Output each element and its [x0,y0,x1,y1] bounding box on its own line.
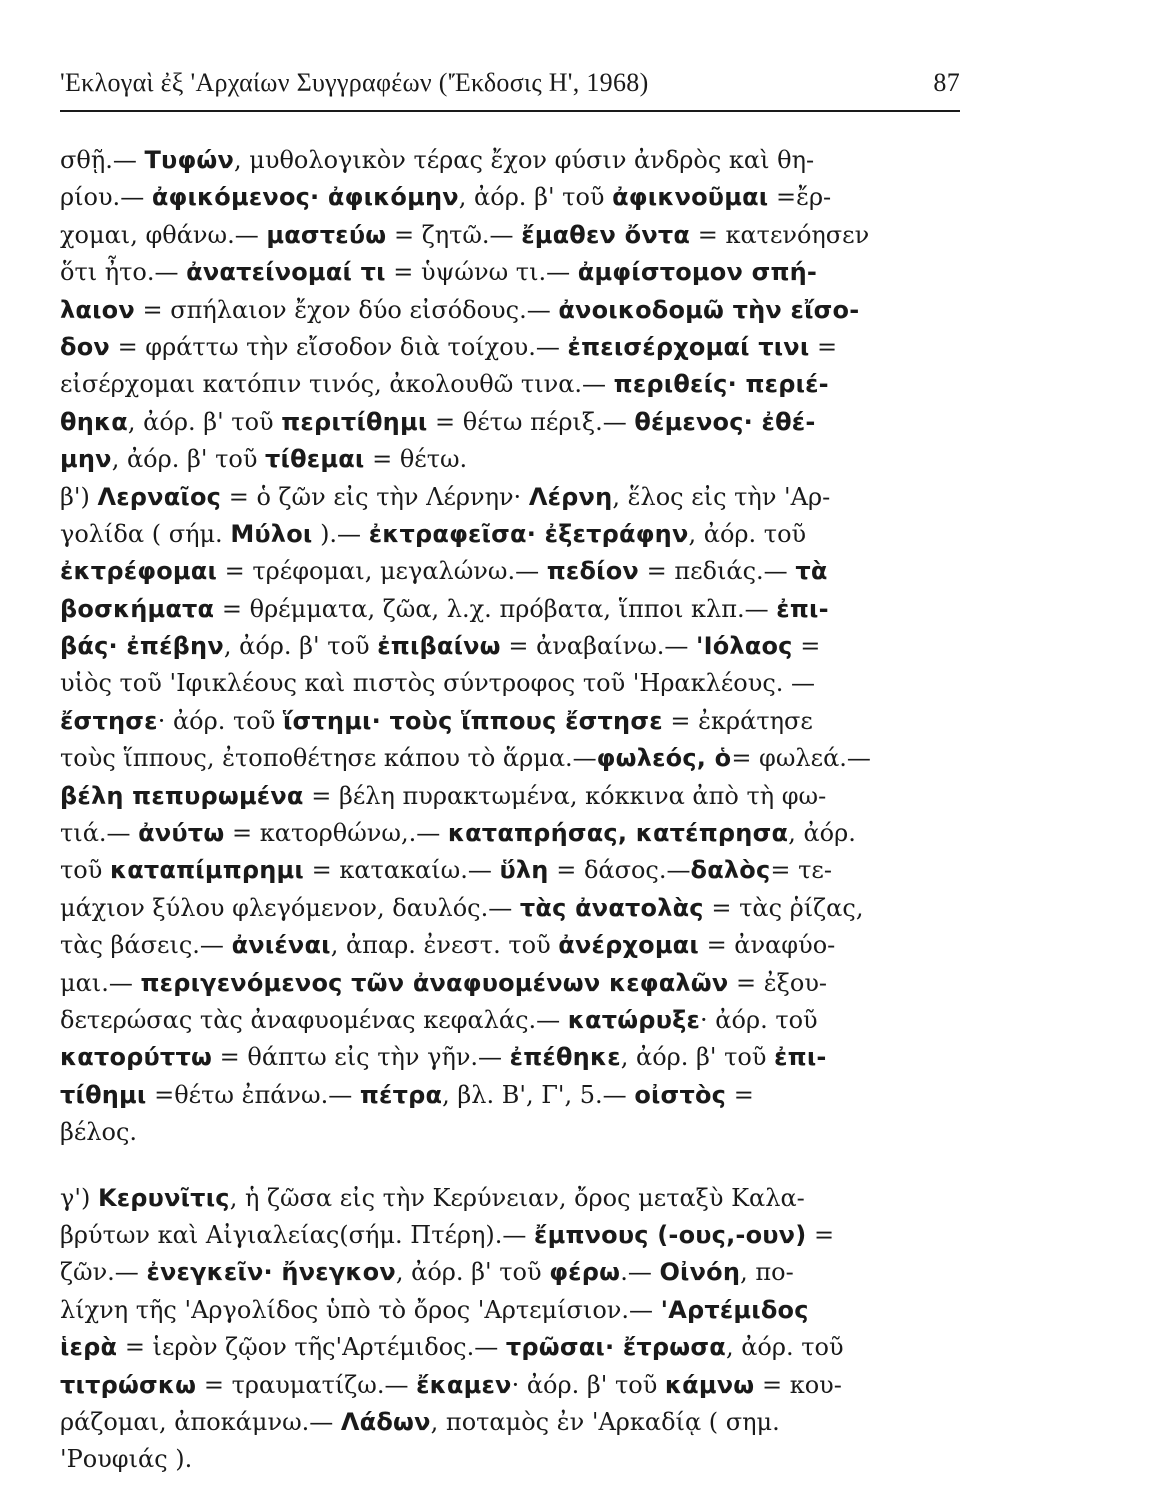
headword: δον [60,332,110,361]
headword: φέρω [549,1258,621,1287]
headword: πεδίον [546,557,639,586]
gloss-text: ζῶν.— [60,1258,147,1287]
text-line [60,441,918,478]
gloss-text: = θάπτω εἰς τὴν γῆν.— [212,1043,510,1072]
gloss-text: = ὑψώνω τι.— [385,258,578,287]
text-line [60,404,918,441]
headword: ἀνιέναι [231,931,331,960]
gloss-text: βρύτων καὶ Αἰγιαλείας(σήμ. Πτέρη).— [60,1220,535,1249]
gloss-text: λίχνη τῆς 'Αργολίδος ὑπὸ τὸ ὄρος 'Αρτεμίσιον.— [60,1295,661,1324]
text-line [60,1002,918,1039]
headword: τιτρώσκω [60,1370,197,1399]
glossary-paragraph [60,1180,918,1479]
gloss-text: = τραυματίζω.— [196,1370,417,1399]
headword: οἰστὸς [634,1080,727,1109]
headword: ἔκαμεν [416,1370,512,1399]
gloss-text: τὰς βάσεις.— [60,931,232,960]
text-line [60,1329,918,1366]
gloss-text: = ὁ ζῶν εἰς τὴν Λέρνην· [221,482,529,511]
gloss-text: = [809,332,838,361]
gloss-text: , πο- [740,1258,794,1287]
headword: ἀμφίστομον σπή- [577,258,818,287]
gloss-text: = [792,632,821,661]
gloss-text: , ἀόρ. [788,819,856,848]
headword: τὰ [795,557,828,586]
gloss-text: = [806,1220,835,1249]
headword: Οἰνόη [659,1258,741,1287]
headword: τίθεμαι [265,445,365,474]
text-line [60,1254,918,1291]
gloss-text: τιά.— [60,819,139,848]
gloss-text: υἱὸς τοῦ 'Ιφικλέους καὶ πιστὸς σύντροφος τοῦ 'Ηρακλέους. — [60,669,816,698]
headword: Λερναῖος [97,482,222,511]
headword: φωλεός, ὁ [596,744,732,773]
text-line [60,852,918,889]
headword: ἐπέθηκε [509,1043,621,1072]
headword: βάς· ἐπέβην [60,632,224,661]
text-line [60,329,918,366]
gloss-text: σθῇ.— [60,146,145,174]
headword: ἱερὰ [60,1333,118,1362]
headword: ἀφικνοῦμαι [612,183,769,212]
text-line [60,142,918,179]
headword: ἐκτραφεῖσα· ἐξετράφην [368,519,689,548]
text-line [60,628,918,665]
headword: ἐπεισέρχομαί τινι [567,332,810,361]
text-line [60,591,918,628]
text-line [60,1039,918,1076]
gloss-text: = σπήλαιον ἔχον δύο εἰσόδους.— [134,295,559,324]
text-line [60,1367,918,1404]
gloss-text: = πεδιάς.— [638,557,796,586]
gloss-text: · ἀόρ. β' τοῦ [511,1370,665,1399]
headword: ἔστησε [60,706,158,735]
gloss-text: , μυθολογικὸν τέρας ἔχον φύσιν ἀνδρὸς καὶ θη- [234,146,815,174]
headword: καταπρήσας, κατέπρησα [447,819,789,848]
text-line [60,965,918,1002]
gloss-text: = θρέμματα, ζῶα, λ.χ. πρόβατα, ἵπποι κλπ.— [214,594,777,623]
text-line [60,1114,918,1151]
text-line [60,1404,918,1441]
gloss-text: = δάσος.— [548,856,691,885]
gloss-text: μάχιον ξύλου φλεγόμενον, δαυλός.— [60,893,520,922]
headword: μην [60,445,112,474]
headword: Λάδων [340,1407,431,1436]
gloss-text: = ζητῶ.— [386,220,522,249]
headword: τὰς ἀνατολὰς [519,893,704,922]
text-line [60,815,918,852]
headword: κάμνω [664,1370,755,1399]
running-header-title: 'Εκλογαὶ ἐξ 'Αρχαίων Συγγραφέων ('Έκδοσις Η', 1968) [60,68,649,97]
gloss-text: , ποταμὸς ἐν 'Αρκαδίᾳ ( σημ. [430,1407,780,1436]
gloss-text: ὅτι ἦτο.— [60,258,187,287]
text-line [60,1217,918,1254]
gloss-text: β') [60,482,98,511]
headword: Λέρνη [528,482,613,511]
text-line [60,890,918,927]
headword: ἐκτρέφομαι [60,557,218,586]
gloss-text: · ἀόρ. τοῦ [700,1005,818,1034]
headword: περιτίθημι [281,407,428,436]
gloss-text: , ἕλος εἰς τὴν 'Αρ- [612,482,831,511]
text-line [60,1441,918,1478]
headword: Τυφών [144,146,235,174]
glossary-paragraph [60,142,918,1152]
headword: τρῶσαι· ἔτρωσα [505,1333,726,1362]
gloss-text: , ἀπαρ. ἐνεστ. τοῦ [330,931,559,960]
gloss-text: = ἀναφύο- [698,931,836,960]
gloss-text: μαι.— [60,968,141,997]
gloss-text: , ἀόρ. β' τοῦ [620,1043,775,1072]
headword: ἐπιβαίνω [377,632,501,661]
text-line [60,366,918,403]
headword: ἐνεγκεῖν· ἤνεγκον [146,1258,396,1287]
page-number: 87 [933,68,960,97]
gloss-text: ρίου.— [60,183,152,212]
gloss-text: τοὺς ἵππους, ἐτοποθέτησε κάπου τὸ ἅρμα.— [60,744,597,773]
headword: Μύλοι [230,519,313,548]
headword: ἔμπνους (-ους,-ουν) [534,1220,807,1249]
gloss-text: ράζομαι, ἀποκάμνω.— [60,1407,341,1436]
gloss-text: = ἐκράτησε [662,706,813,735]
headword: ἐπι- [774,1043,827,1072]
gloss-text: = [726,1080,754,1109]
headword: λαιον [60,295,135,324]
text-line [60,217,918,254]
gloss-text: τοῦ [60,856,110,885]
headword: ἀνοικοδομῶ τὴν εἴσο- [558,295,860,324]
headword: ἀνύτω [138,819,225,848]
gloss-text: = κατορθώνω,.— [224,819,448,848]
gloss-text: ).— [312,519,369,548]
gloss-text: = κατακαίω.— [303,856,500,885]
headword: τίθημι [60,1080,147,1109]
headword: πέτρα [359,1080,443,1109]
headword: δαλὸς [690,856,771,885]
gloss-text: , ἀόρ. β' τοῦ [458,183,613,212]
text-line [60,292,918,329]
gloss-text: = ἀναβαίνω.— [500,632,697,661]
gloss-text: = τρέφομαι, μεγαλώνω.— [217,557,547,586]
headword: ἐπι- [776,594,829,623]
gloss-text: , ἀόρ. τοῦ [725,1333,844,1362]
gloss-text: , ἀόρ. τοῦ [688,519,807,548]
gloss-text: =θέτω ἐπάνω.— [146,1080,360,1109]
gloss-text: δετερώσας τὰς ἀναφυομένας κεφαλάς.— [60,1005,568,1034]
headword: ἀνατείνομαί τι [186,258,386,287]
headword: κατώρυξε [567,1005,701,1034]
gloss-text: 'Ρουφιάς ). [60,1445,193,1474]
headword: περιθείς· περιέ- [613,370,829,399]
headword: ἵστημι· τοὺς ἵππους ἔστησε [282,706,663,735]
headword: Κερυνῖτις [97,1183,230,1212]
headword: βοσκήματα [60,594,215,623]
text-line [60,703,918,740]
gloss-text: = φωλεά.— [731,744,871,773]
header-rule [60,110,960,112]
headword: μαστεύω [266,220,387,249]
gloss-text: .— [620,1258,660,1287]
gloss-text: = φράττω τὴν εἴσοδον διὰ τοίχου.— [109,332,568,361]
gloss-text: = κατενόησεν [690,220,870,249]
gloss-text: = θέτω πέριξ.— [427,407,635,436]
gloss-text: = ἱερὸν ζῷον τῆς'Αρτέμιδος.— [117,1333,506,1362]
gloss-text: , ἡ ζῶσα εἰς τὴν Κερύνειαν, ὄρος μεταξὺ Καλα- [229,1183,805,1212]
paragraph-gap [60,1152,918,1180]
headword: ὕλη [499,856,549,885]
headword: ἀνέρχομαι [558,931,699,960]
gloss-text: , ἀόρ. β' τοῦ [127,407,282,436]
text-line [60,479,918,516]
running-header [60,68,960,108]
text-line [60,1292,918,1329]
gloss-text: , ἀόρ. β' τοῦ [223,632,378,661]
gloss-text: γ') [60,1183,98,1212]
gloss-text: εἰσέρχομαι κατόπιν τινός, ἀκολουθῶ τινα.— [60,370,614,399]
headword: 'Αρτέμιδος [660,1295,809,1324]
text-line [60,740,918,777]
text-line [60,1077,918,1114]
headword: ἔμαθεν ὄντα [521,220,691,249]
text-line [60,553,918,590]
text-line [60,778,918,815]
gloss-text: =ἔρ- [768,183,832,212]
headword: 'Ιόλαος [696,632,793,661]
headword: βέλη πεπυρωμένα [60,781,304,810]
text-line [60,516,918,553]
text-line [60,254,918,291]
gloss-text: = βέλη πυρακτωμένα, κόκκινα ἀπὸ τὴ φω- [303,781,827,810]
glossary-body [60,142,918,1479]
text-line [60,1180,918,1217]
gloss-text: , ἀόρ. β' τοῦ [111,445,266,474]
gloss-text: = τε- [770,856,832,885]
gloss-text: , βλ. Β', Γ', 5.— [442,1080,635,1109]
gloss-text: = κου- [754,1370,842,1399]
headword: κατορύττω [60,1043,213,1072]
gloss-text: βέλος. [60,1118,138,1147]
gloss-text: = τὰς ῥίζας, [703,893,864,922]
gloss-text: = ἐξου- [728,968,828,997]
text-line [60,179,918,216]
headword: καταπίμπρημι [109,856,304,885]
gloss-text: , ἀόρ. β' τοῦ [395,1258,550,1287]
gloss-text: · ἀόρ. τοῦ [157,706,283,735]
text-line [60,927,918,964]
gloss-text: = θέτω. [364,445,468,474]
headword: ἀφικόμενος· ἀφικόμην [151,183,459,212]
headword: θηκα [60,407,128,436]
headword: θέμενος· ἐθέ- [634,407,816,436]
headword: περιγενόμενος τῶν ἀναφυομένων κεφαλῶν [140,968,729,997]
gloss-text: γολίδα ( σήμ. [60,519,231,548]
gloss-text: χομαι, φθάνω.— [60,220,267,249]
text-line [60,665,918,702]
